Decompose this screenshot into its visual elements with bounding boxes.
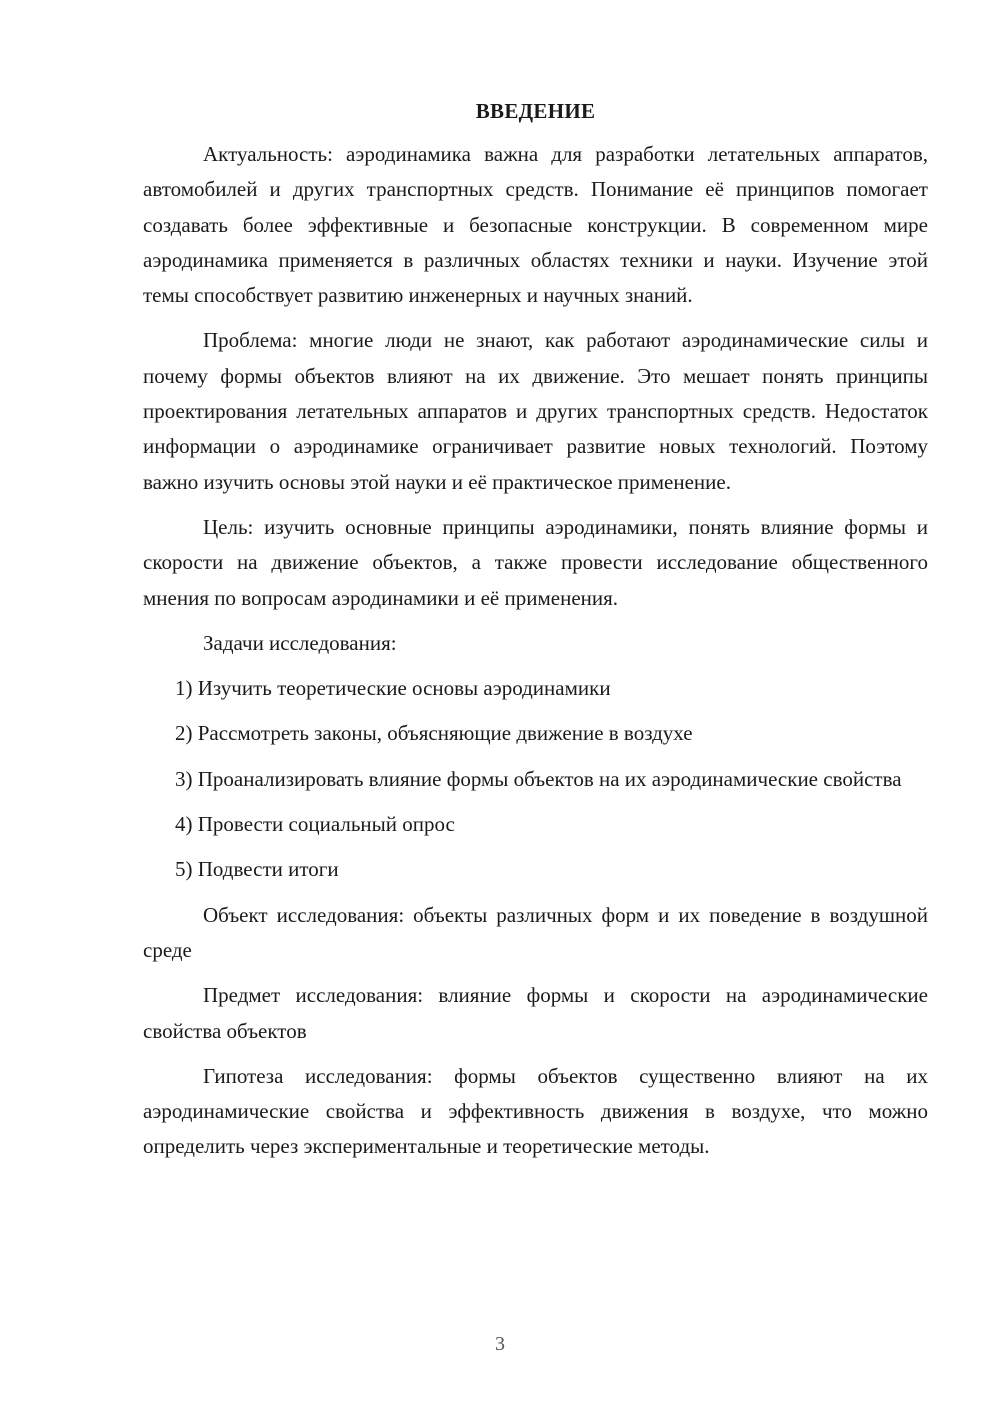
paragraph-subject: Предмет исследования: влияние формы и скорости на аэродинамические свойства объектов [143,983,928,1043]
page-content [143,96,928,1175]
task-item: 5) Подвести итоги [175,857,339,882]
task-item: 2) Рассмотреть законы, объясняющие движение в воздухе [175,721,693,746]
task-item: 1) Изучить теоретические основы аэродинамики [175,676,611,701]
task-item: 3) Проанализировать влияние формы объектов на их аэродинамические свойства [175,766,902,791]
paragraph-hypothesis: Гипотеза исследования: формы объектов существенно влияют на их аэродинамические свойства и эффективность движения в воздухе, что можно определить через экспериментальные и теоретические методы. [143,1063,928,1159]
task-item: 4) Провести социальный опрос [175,812,455,837]
paragraph-relevance: Актуальность: аэродинамика важна для разработки летательных аппаратов, автомобилей и других транспортных средств. Понимание её принципов помогает создавать более эффективные и безопасные конструкции. В современном мире аэродинамика применяется в различных областях техники и науки. Изучение этой темы способствует развитию инженерных и научных знаний. [143,142,928,308]
page-number: 3 [495,1333,505,1355]
tasks-heading: Задачи исследования: [203,630,397,655]
paragraph-object: Объект исследования: объекты различных форм и их поведение в воздушной среде [143,902,928,962]
page-title: ВВЕДЕНИЕ [475,99,596,123]
paragraph-goal: Цель: изучить основные принципы аэродинамики, понять влияние формы и скорости на движение объектов, а также провести исследование общественного мнения по вопросам аэродинамики и её применения. [143,514,928,610]
paragraph-problem: Проблема: многие люди не знают, как работают аэродинамические силы и почему формы объектов влияют на их движение. Это мешает понять принципы проектирования летательных аппаратов и других транспортных средств. Недостаток информации о аэродинамике ограничивает развитие новых технологий. Поэтому важно изучить основы этой науки и её практическое применение. [143,328,928,494]
